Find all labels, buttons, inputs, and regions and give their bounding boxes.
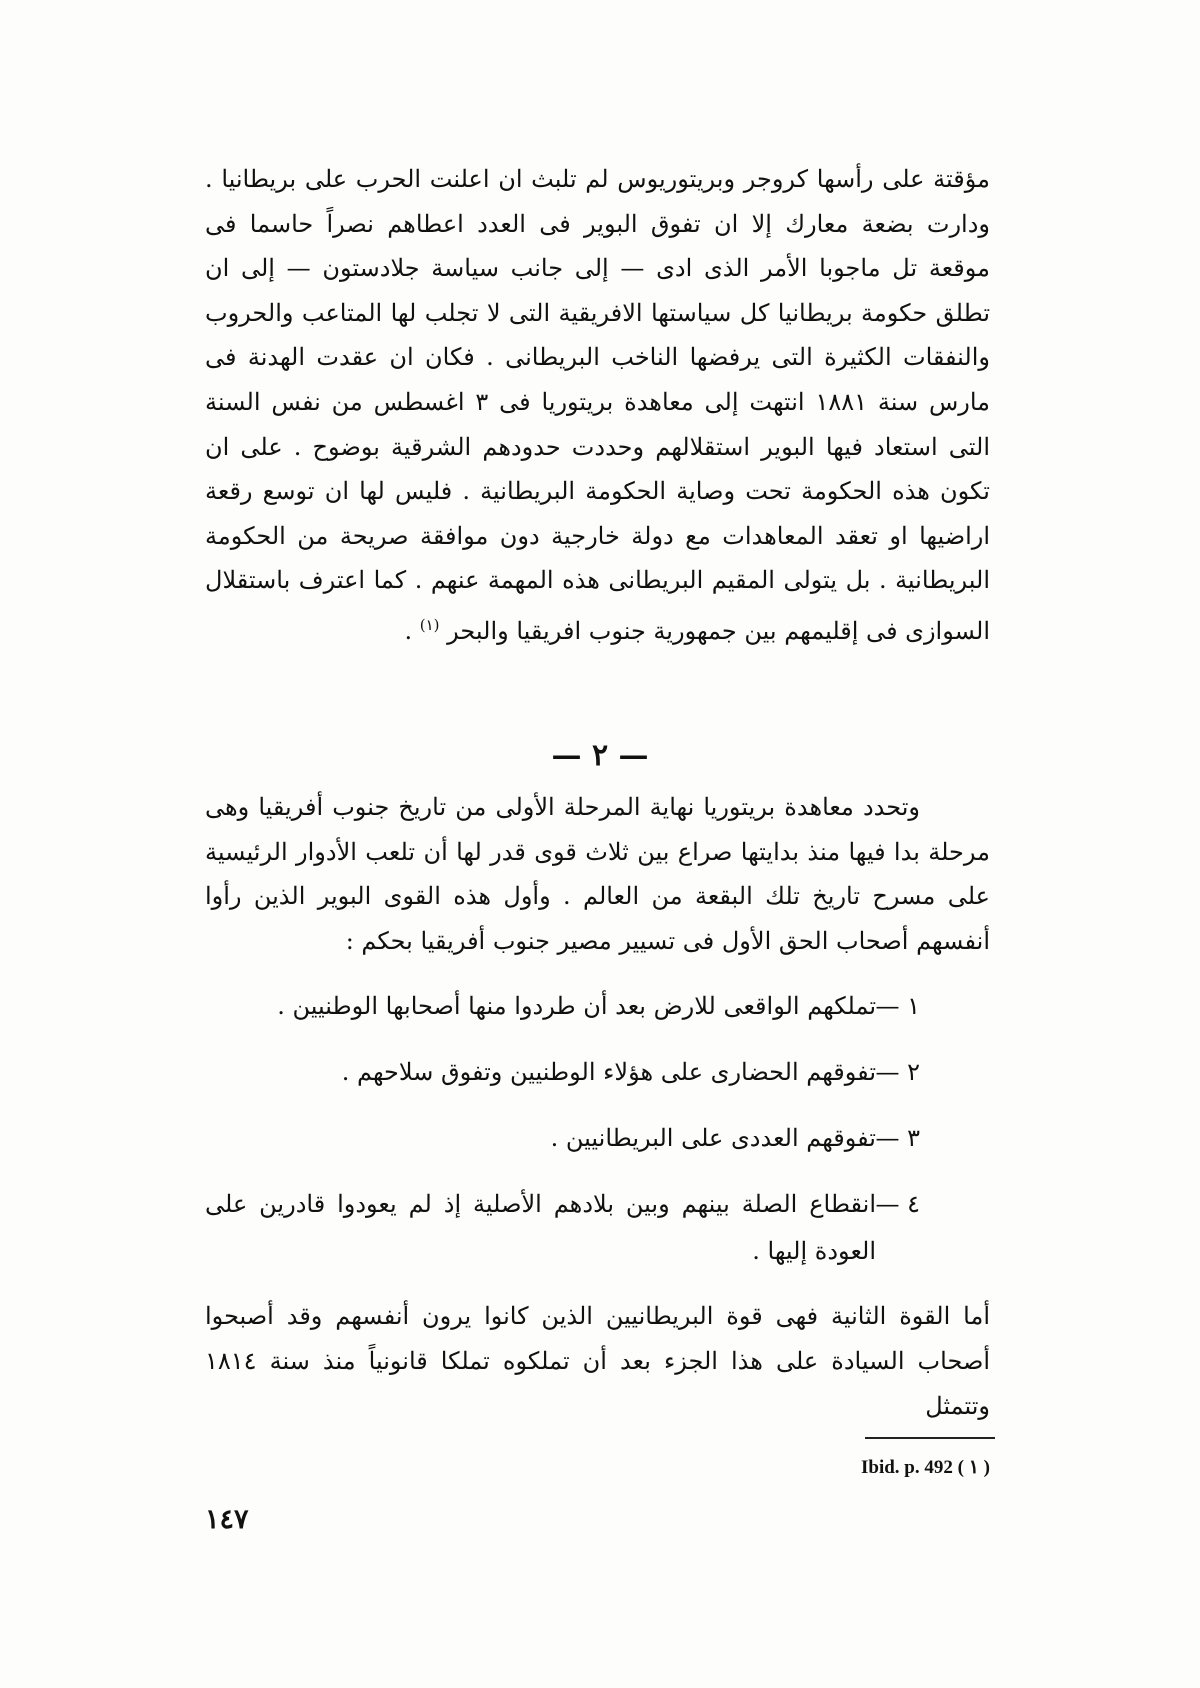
list-item-text: تفوقهم العددى على البريطانيين . bbox=[550, 1124, 876, 1153]
list-item-number: ٣ — bbox=[875, 1124, 920, 1153]
page-number: ١٤٧ bbox=[205, 1504, 249, 1535]
final-paragraph: أما القوة الثانية فهى قوة البريطانيين الذين كانوا يرون أنفسهم وقد أصبحوا أصحاب السيادة على هذا الجزء بعد أن تملكوه تملكا قانونياً منذ سنة ١٨١٤ وتتمثل bbox=[205, 1302, 990, 1420]
footnote-marker: ( ١ ) bbox=[957, 1457, 990, 1478]
intro-paragraph-block bbox=[205, 157, 990, 654]
intro-paragraph-end: . bbox=[404, 616, 420, 645]
footnote-text: Ibid. p. 492 bbox=[861, 1457, 953, 1478]
list-item-text: تفوقهم الحضارى على هؤلاء الوطنيين وتفوق سلاحهم . bbox=[341, 1058, 876, 1087]
section-number: — ٢ — bbox=[551, 738, 649, 773]
list-item-text: انقطاع الصلة بينهم وبين بلادهم الأصلية إذ لم يعودوا قادرين على العودة إليها . bbox=[205, 1190, 876, 1266]
intro-paragraph-text: مؤقتة على رأسها كروجر وبريتوريوس لم تلبث ان اعلنت الحرب على بريطانيا . ودارت بضعة معارك إلا ان تفوق البوير فى العدد اعطاهم نصراً حاسما فى موقعة تل ماجوبا الأمر الذى ادى — إلى جانب سياسة جلادستون — إلى ان تطلق حكومة بريطانيا كل سياستها الافريقية التى لا تجلب لها المتاعب والحروب والنفقات الكثيرة التى يرفضها الناخب البريطانى . فكان ان عقدت الهدنة فى مارس سنة ١٨٨١ انتهت إلى معاهدة بريتوريا فى ٣ اغسطس من نفس السنة التى استعاد فيها البوير استقلالهم وحددت حدودهم الشرقية بوضوح . على ان تكون هذه الحكومة تحت وصاية الحكومة البريطانية . فليس لها ان توسع رقعة اراضيها او تعقد المعاهدات مع دولة خارجية دون موافقة صريحة من الحكومة البريطانية . بل يتولى المقيم البريطانى هذه المهمة عنهم . كما اعترف باستقلال السوازى فى إقليمهم بين جمهورية جنوب افريقيا والبحر bbox=[205, 165, 990, 645]
footnote-divider bbox=[865, 1437, 995, 1439]
intro-paragraph bbox=[205, 157, 990, 654]
list-item-number: ٢ — bbox=[875, 1058, 920, 1087]
reasons-list bbox=[205, 983, 990, 1275]
list-item bbox=[205, 1115, 990, 1162]
list-item bbox=[205, 1049, 990, 1096]
list-item bbox=[205, 983, 990, 1030]
list-item bbox=[205, 1181, 990, 1275]
footnote-reference: (١) bbox=[419, 615, 440, 634]
section-body bbox=[205, 785, 990, 1428]
footnote bbox=[790, 1456, 990, 1479]
list-item-number: ٤ — bbox=[875, 1190, 920, 1219]
list-item-text: تملكهم الواقعى للارض بعد أن طردوا منها أصحابها الوطنيين . bbox=[277, 992, 876, 1021]
list-item-number: ١ — bbox=[875, 992, 920, 1021]
section-paragraph: وتحدد معاهدة بريتوريا نهاية المرحلة الأولى من تاريخ جنوب أفريقيا وهى مرحلة بدا فيها منذ بدايتها صراع بين ثلاث قوى قدر لها أن تلعب الأدوار الرئيسية على مسرح تاريخ تلك البقعة من العالم . وأول هذه القوى البوير الذين رأوا أنفسهم أصحاب الحق الأول فى تسيير مصير جنوب أفريقيا بحكم : bbox=[205, 793, 990, 955]
